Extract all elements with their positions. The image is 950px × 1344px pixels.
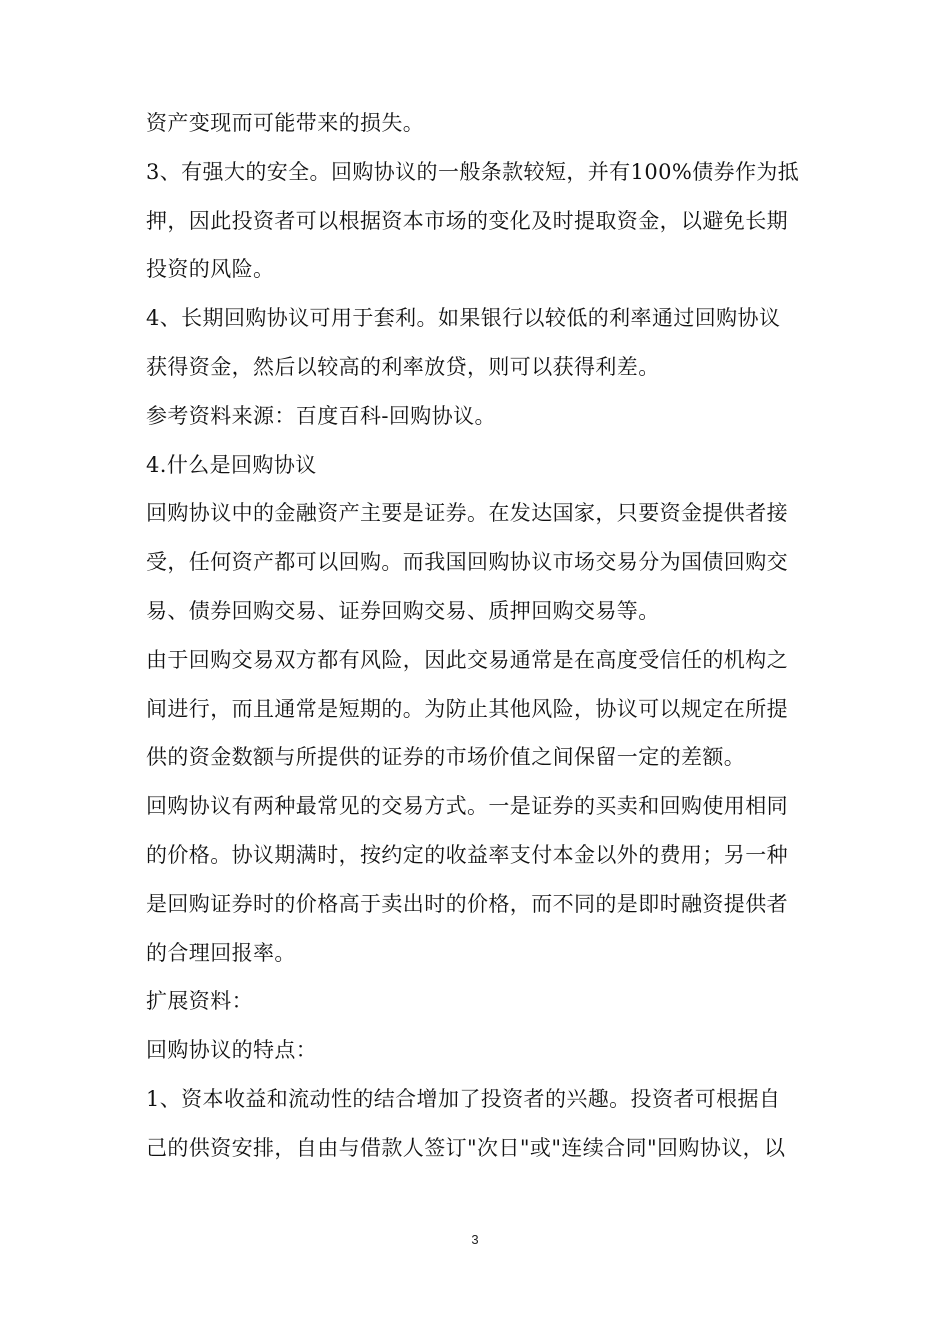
text-line: 3、有强大的安全。回购协议的一般条款较短，并有100%债券作为抵 (146, 159, 800, 184)
document-body (146, 99, 818, 1173)
text-line: 的合理回报率。 (146, 940, 296, 965)
section-heading: 4.什么是回购协议 (146, 452, 317, 477)
text-line: 扩展资料： (146, 989, 253, 1014)
text-line: 的价格。协议期满时，按约定的收益率支付本金以外的费用；另一种 (146, 842, 788, 867)
text-line: 供的资金数额与所提供的证券的市场价值之间保留一定的差额。 (146, 745, 746, 770)
text-line: 由于回购交易双方都有风险，因此交易通常是在高度受信任的机构之 (146, 647, 788, 672)
text-line: 是回购证券时的价格高于卖出时的价格，而不同的是即时融资提供者 (146, 891, 788, 916)
text-line: 易、债券回购交易、证券回购交易、质押回购交易等。 (146, 598, 660, 623)
text-line: 获得资金，然后以较高的利率放贷，则可以获得利差。 (146, 354, 660, 379)
text-line: 4、长期回购协议可用于套利。如果银行以较低的利率通过回购协议 (146, 306, 781, 331)
text-line: 己的供资安排，自由与借款人签订"次日"或"连续合同"回购协议，以 (146, 1135, 786, 1160)
text-line: 押，因此投资者可以根据资本市场的变化及时提取资金，以避免长期 (146, 208, 788, 233)
text-line: 投资的风险。 (146, 257, 275, 282)
text-line: 参考资料来源：百度百科-回购协议。 (146, 403, 496, 428)
text-line: 1、资本收益和流动性的结合增加了投资者的兴趣。投资者可根据自 (146, 1086, 781, 1111)
text-line: 回购协议有两种最常见的交易方式。一是证券的买卖和回购使用相同 (146, 794, 788, 819)
text-line: 资产变现而可能带来的损失。 (146, 111, 425, 135)
text-line: 受，任何资产都可以回购。而我国回购协议市场交易分为国债回购交 (146, 550, 788, 575)
page-number: 3 (471, 1232, 479, 1247)
text-line: 回购协议中的金融资产主要是证券。在发达国家，只要资金提供者接 (146, 501, 788, 526)
text-line: 间进行，而且通常是短期的。为防止其他风险，协议可以规定在所提 (146, 696, 788, 721)
text-line: 回购协议的特点： (146, 1038, 318, 1063)
